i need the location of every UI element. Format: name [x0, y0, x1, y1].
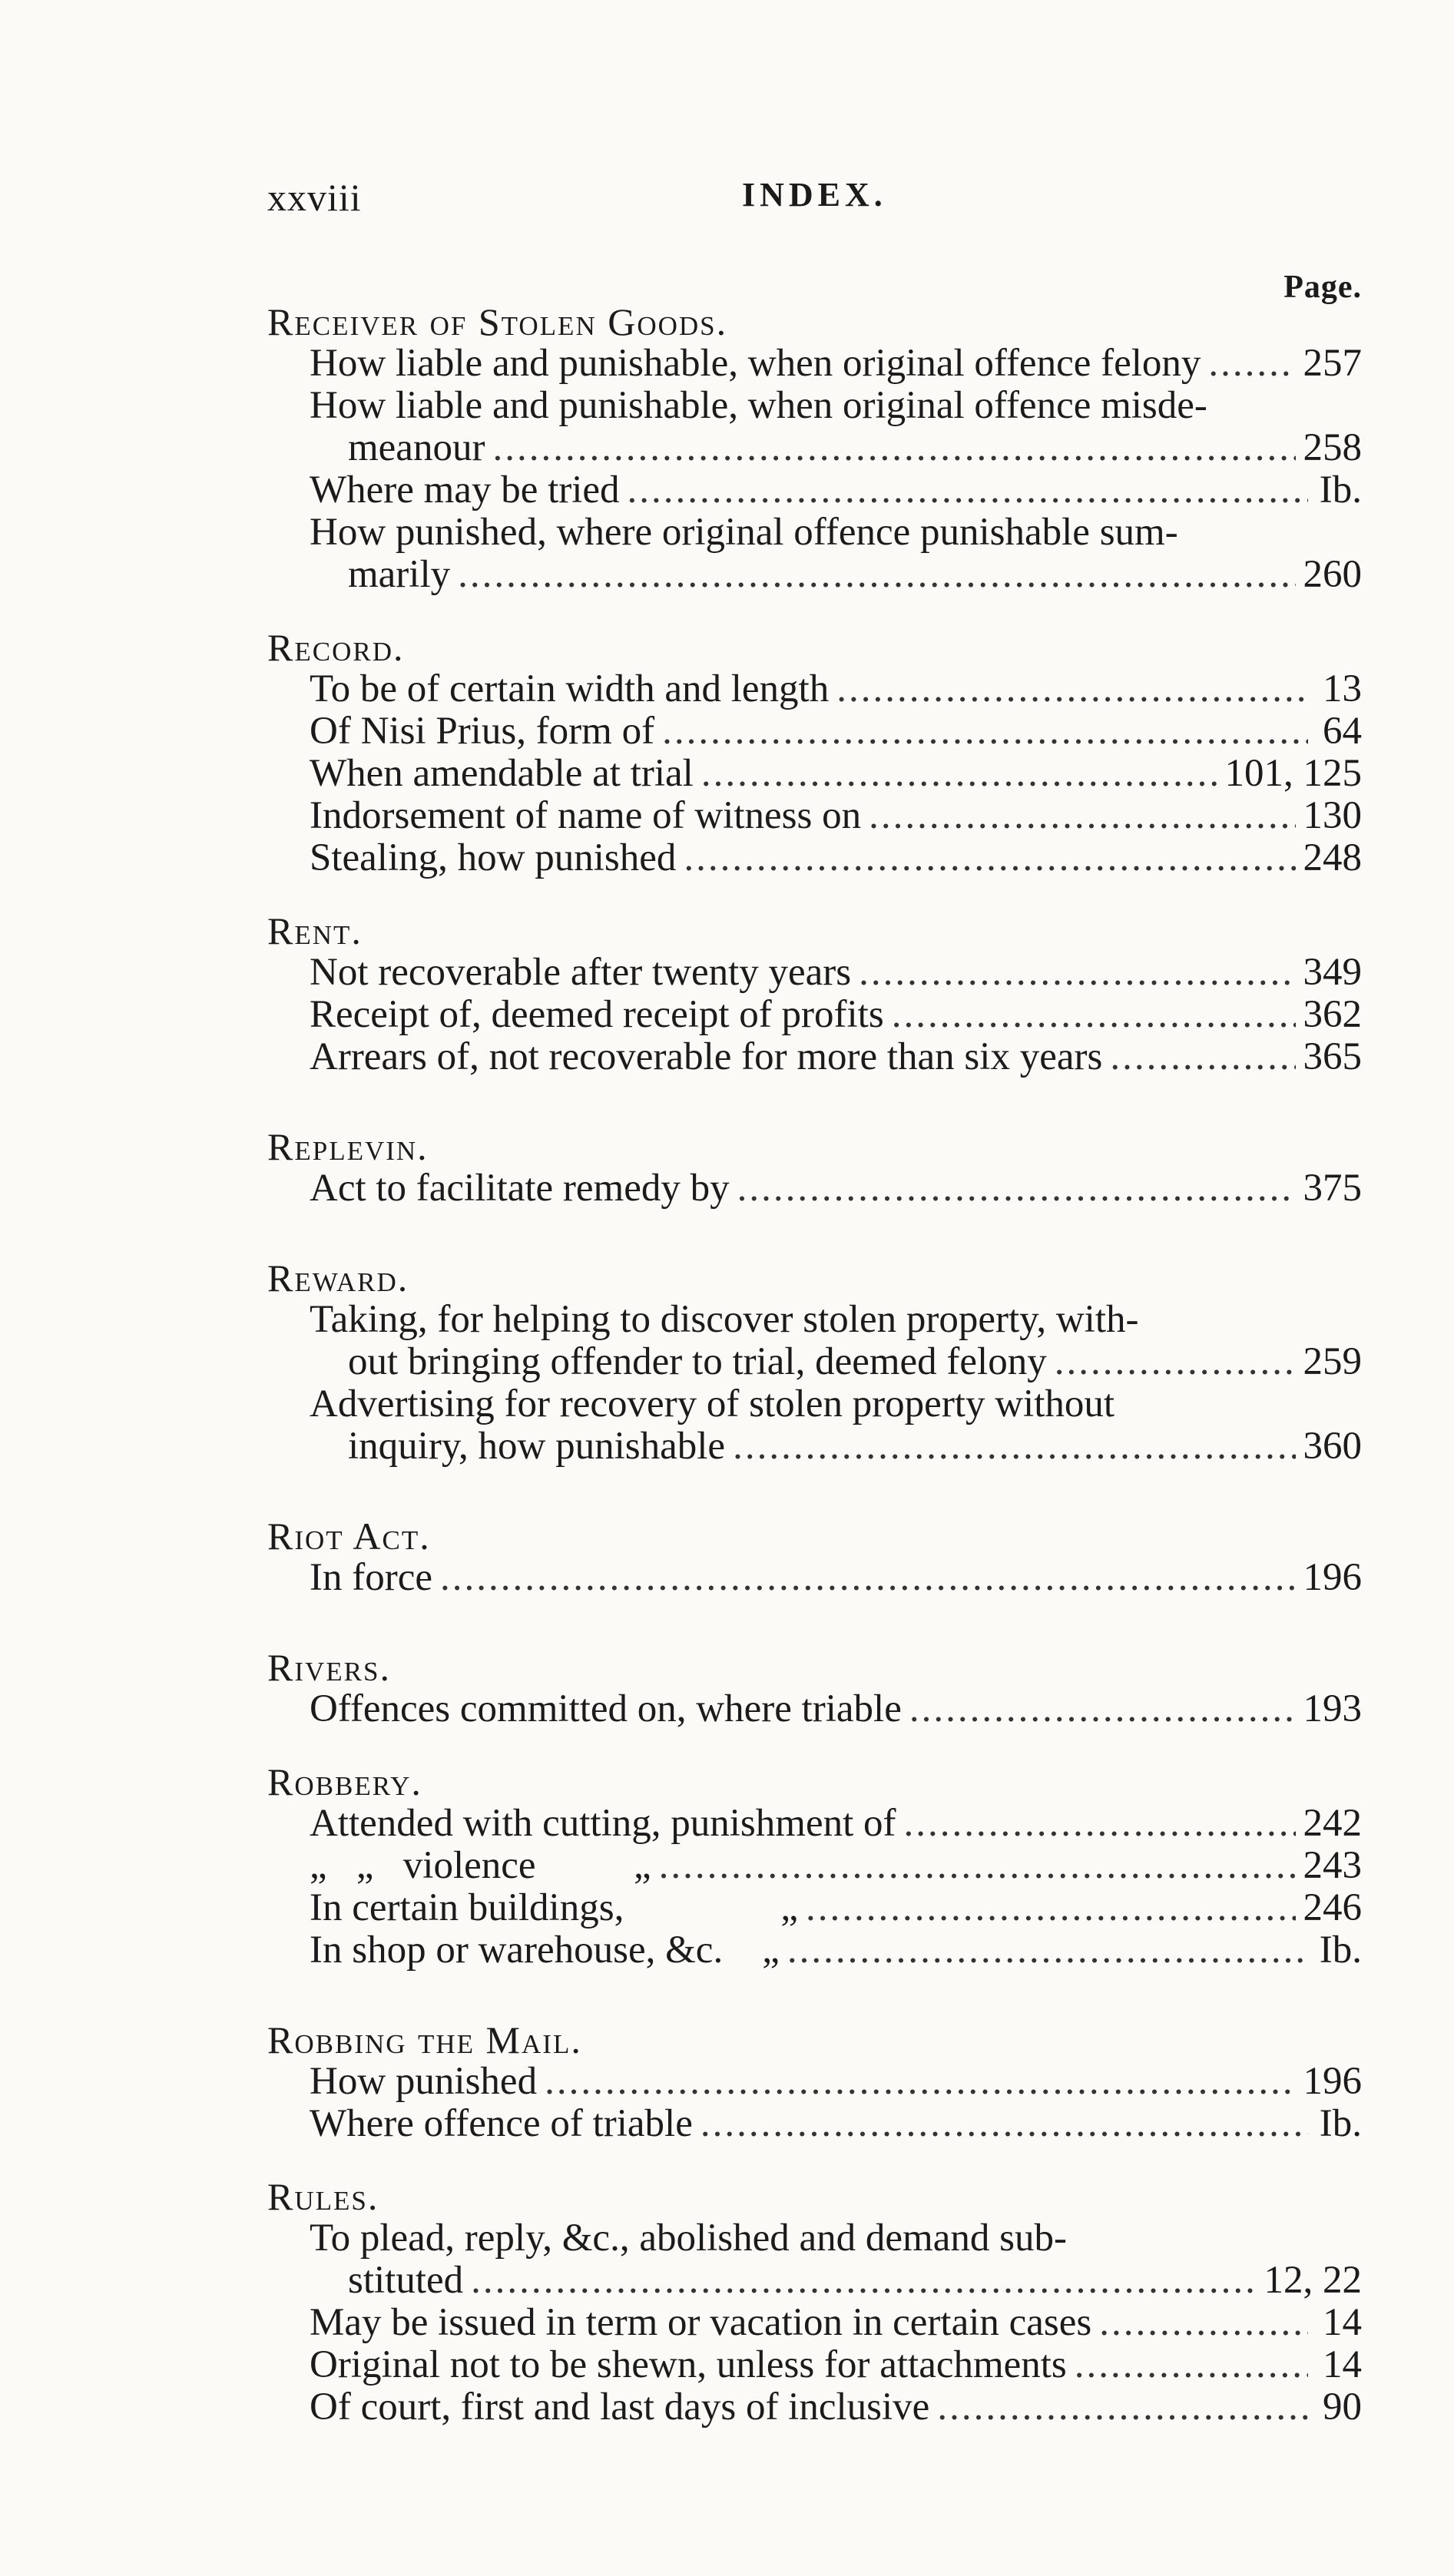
entry-line [310, 2344, 1362, 2386]
index-entry [267, 2103, 1362, 2145]
index-content [267, 301, 1362, 2429]
entry-text: To plead, reply, &c., abolished and demand sub- [310, 2217, 1067, 2260]
index-entry [267, 795, 1362, 837]
entry-page-ref: Ib. [1319, 2102, 1362, 2145]
section-heading: Robbery. [267, 1760, 422, 1803]
leader-dots [1208, 343, 1295, 385]
entry-line [310, 385, 1362, 427]
entry-text: In shop or warehouse, &c. „ [310, 1929, 780, 1972]
section-heading: Rent. [267, 909, 363, 952]
entry-text: How punished [310, 2060, 538, 2103]
leader-dots [1110, 1036, 1295, 1078]
entry-line [310, 2103, 1362, 2145]
entry-text: To be of certain width and length [310, 667, 830, 710]
section-spacer [267, 1468, 1362, 1515]
entry-text: Offences committed on, where triable [310, 1687, 902, 1730]
index-entry [267, 994, 1362, 1036]
leader-dots [909, 1688, 1296, 1730]
entry-line [310, 1036, 1362, 1078]
index-entry [267, 668, 1362, 710]
entry-page-ref: 14 [1323, 2343, 1362, 2386]
section-heading: Riot Act. [267, 1515, 431, 1558]
entry-line [310, 795, 1362, 837]
entry-page-ref: 243 [1303, 1844, 1362, 1887]
entry-line [310, 837, 1362, 879]
entry-text: Taking, for helping to discover stolen property, with- [310, 1298, 1139, 1341]
entry-page-ref: 259 [1303, 1340, 1362, 1383]
page-title: INDEX. [742, 176, 887, 214]
entry-line [310, 1887, 1362, 1929]
entry-text: inquiry, how punishable [348, 1425, 726, 1468]
entry-line [310, 1803, 1362, 1845]
entry-line [310, 753, 1362, 795]
entry-text: Act to facilitate remedy by [310, 1167, 730, 1210]
index-entry [267, 2217, 1362, 2302]
entry-page-ref: 196 [1303, 2060, 1362, 2103]
index-entry [267, 512, 1362, 596]
entry-line [310, 2302, 1362, 2344]
entry-text: Of court, first and last days of inclusive [310, 2386, 930, 2429]
entry-text: stituted [348, 2259, 464, 2302]
index-entry [267, 2344, 1362, 2386]
index-section [267, 1126, 1362, 1210]
index-section [267, 1761, 1362, 1972]
entry-text: In certain buildings, „ [310, 1886, 798, 1929]
index-section [267, 627, 1362, 879]
index-section [267, 2019, 1362, 2145]
section-spacer [267, 1599, 1362, 1647]
entry-text: Where may be tried [310, 469, 620, 512]
leader-dots [806, 1887, 1296, 1929]
entry-page-ref: Ib. [1319, 1929, 1362, 1972]
entry-page-ref: 360 [1303, 1425, 1362, 1468]
entry-page-ref: 260 [1303, 553, 1362, 596]
index-entry [267, 837, 1362, 879]
entry-text: How liable and punishable, when original offence misde- [310, 384, 1207, 427]
entry-text: marily [348, 553, 451, 596]
leader-dots [892, 994, 1296, 1036]
leader-dots [1099, 2302, 1308, 2344]
leader-dots [659, 1845, 1296, 1887]
entry-page-ref: 101, 125 [1224, 752, 1362, 795]
index-entry [267, 2386, 1362, 2429]
index-entry [267, 1803, 1362, 1845]
index-entry [267, 1557, 1362, 1599]
entry-text: Where offence of triable [310, 2102, 693, 2145]
index-entry [267, 1167, 1362, 1210]
entry-line [310, 343, 1362, 385]
entry-line [310, 1929, 1362, 1972]
index-entry [267, 2302, 1362, 2344]
entry-line [310, 994, 1362, 1036]
entry-text: Attended with cutting, punishment of [310, 1802, 896, 1845]
entry-line [310, 1167, 1362, 1210]
index-entry [267, 753, 1362, 795]
entry-text: How liable and punishable, when original offence felony [310, 342, 1201, 385]
entry-page-ref: 362 [1303, 993, 1362, 1036]
entry-text: When amendable at trial [310, 752, 694, 795]
entry-line [310, 952, 1362, 994]
section-spacer [267, 1210, 1362, 1257]
leader-dots [701, 753, 1217, 795]
entry-line [310, 427, 1362, 469]
leader-dots [701, 2103, 1308, 2145]
entry-line [310, 2260, 1362, 2302]
index-section [267, 1257, 1362, 1468]
leader-dots [492, 427, 1295, 469]
entry-text: out bringing offender to trial, deemed felony [348, 1340, 1047, 1383]
section-spacer [267, 596, 1362, 627]
leader-dots [869, 795, 1295, 837]
entry-page-ref: 248 [1303, 836, 1362, 879]
index-entry [267, 1845, 1362, 1887]
index-entry [267, 343, 1362, 385]
entry-text: Not recoverable after twenty years [310, 951, 852, 994]
index-section [267, 910, 1362, 1078]
leader-dots [937, 2386, 1308, 2429]
entry-text: meanour [348, 426, 485, 469]
index-entry [267, 1887, 1362, 1929]
index-entry [267, 710, 1362, 753]
section-spacer [267, 1078, 1362, 1126]
entry-text: Indorsement of name of witness on [310, 794, 862, 837]
section-heading: Reward. [267, 1257, 409, 1300]
entry-line [310, 469, 1362, 512]
entry-page-ref: 130 [1303, 794, 1362, 837]
index-entry [267, 1688, 1362, 1730]
entry-line [310, 1341, 1362, 1383]
entry-page-ref: 365 [1303, 1035, 1362, 1078]
entry-line [310, 668, 1362, 710]
entry-text: May be issued in term or vacation in certain cases [310, 2301, 1092, 2344]
entry-line [310, 1557, 1362, 1599]
entry-line [310, 2217, 1362, 2260]
index-section [267, 1647, 1362, 1730]
entry-page-ref: 257 [1303, 342, 1362, 385]
entry-page-ref: 258 [1303, 426, 1362, 469]
entry-text: How punished, where original offence punishable sum- [310, 511, 1178, 554]
leader-dots [458, 554, 1295, 596]
entry-page-ref: 246 [1303, 1886, 1362, 1929]
leader-dots [545, 2061, 1295, 2103]
leader-dots [903, 1803, 1295, 1845]
section-spacer [267, 1972, 1362, 2019]
leader-dots [737, 1167, 1296, 1210]
leader-dots [733, 1425, 1295, 1468]
entry-line [310, 1425, 1362, 1468]
entry-page-ref: 13 [1323, 667, 1362, 710]
section-heading: Receiver of Stolen Goods. [267, 300, 728, 343]
page-column-label: Page. [1283, 270, 1362, 305]
leader-dots [440, 1557, 1296, 1599]
entry-line [310, 710, 1362, 753]
entry-line [310, 1845, 1362, 1887]
section-heading: Rivers. [267, 1646, 391, 1689]
index-entry [267, 469, 1362, 512]
entry-page-ref: 349 [1303, 951, 1362, 994]
entry-line [310, 1688, 1362, 1730]
entry-line [310, 1299, 1362, 1341]
entry-page-ref: 193 [1303, 1687, 1362, 1730]
leader-dots [684, 837, 1295, 879]
entry-page-ref: 14 [1323, 2301, 1362, 2344]
index-entry [267, 2061, 1362, 2103]
entry-page-ref: Ib. [1319, 469, 1362, 512]
leader-dots [628, 469, 1308, 512]
leader-dots [1075, 2344, 1308, 2386]
entry-page-ref: 90 [1323, 2386, 1362, 2429]
section-spacer [267, 1730, 1362, 1761]
leader-dots [471, 2260, 1256, 2302]
entry-page-ref: 375 [1303, 1167, 1362, 1210]
index-section [267, 301, 1362, 596]
leader-dots [662, 710, 1308, 753]
entry-line [310, 554, 1362, 596]
entry-text: „ „ violence „ [310, 1844, 651, 1887]
section-heading: Replevin. [267, 1125, 429, 1168]
index-section [267, 1515, 1362, 1599]
index-entry [267, 1299, 1362, 1383]
section-spacer [267, 879, 1362, 910]
entry-line [310, 2386, 1362, 2429]
section-heading: Record. [267, 626, 405, 669]
index-entry [267, 1036, 1362, 1078]
leader-dots [836, 668, 1308, 710]
entry-text: Stealing, how punished [310, 836, 677, 879]
entry-page-ref: 12, 22 [1264, 2259, 1362, 2302]
index-section [267, 2176, 1362, 2429]
index-entry [267, 385, 1362, 469]
leader-dots [1055, 1341, 1296, 1383]
index-entry [267, 952, 1362, 994]
index-entry [267, 1383, 1362, 1468]
entry-text: Receipt of, deemed receipt of profits [310, 993, 884, 1036]
entry-text: Original not to be shewn, unless for attachments [310, 2343, 1067, 2386]
entry-page-ref: 196 [1303, 1556, 1362, 1599]
entry-text: Of Nisi Prius, form of [310, 710, 655, 753]
entry-page-ref: 64 [1323, 710, 1362, 753]
section-spacer [267, 2145, 1362, 2176]
entry-text: Advertising for recovery of stolen property without [310, 1382, 1115, 1425]
section-heading: Rules. [267, 2175, 379, 2218]
entry-line [310, 512, 1362, 554]
entry-page-ref: 242 [1303, 1802, 1362, 1845]
section-heading: Robbing the Mail. [267, 2018, 582, 2061]
entry-text: Arrears of, not recoverable for more than six years [310, 1035, 1103, 1078]
entry-line [310, 1383, 1362, 1425]
leader-dots [859, 952, 1295, 994]
index-entry [267, 1929, 1362, 1972]
leader-dots [787, 1929, 1308, 1972]
entry-text: In force [310, 1556, 432, 1599]
entry-line [310, 2061, 1362, 2103]
page-number: xxviii [267, 176, 362, 219]
